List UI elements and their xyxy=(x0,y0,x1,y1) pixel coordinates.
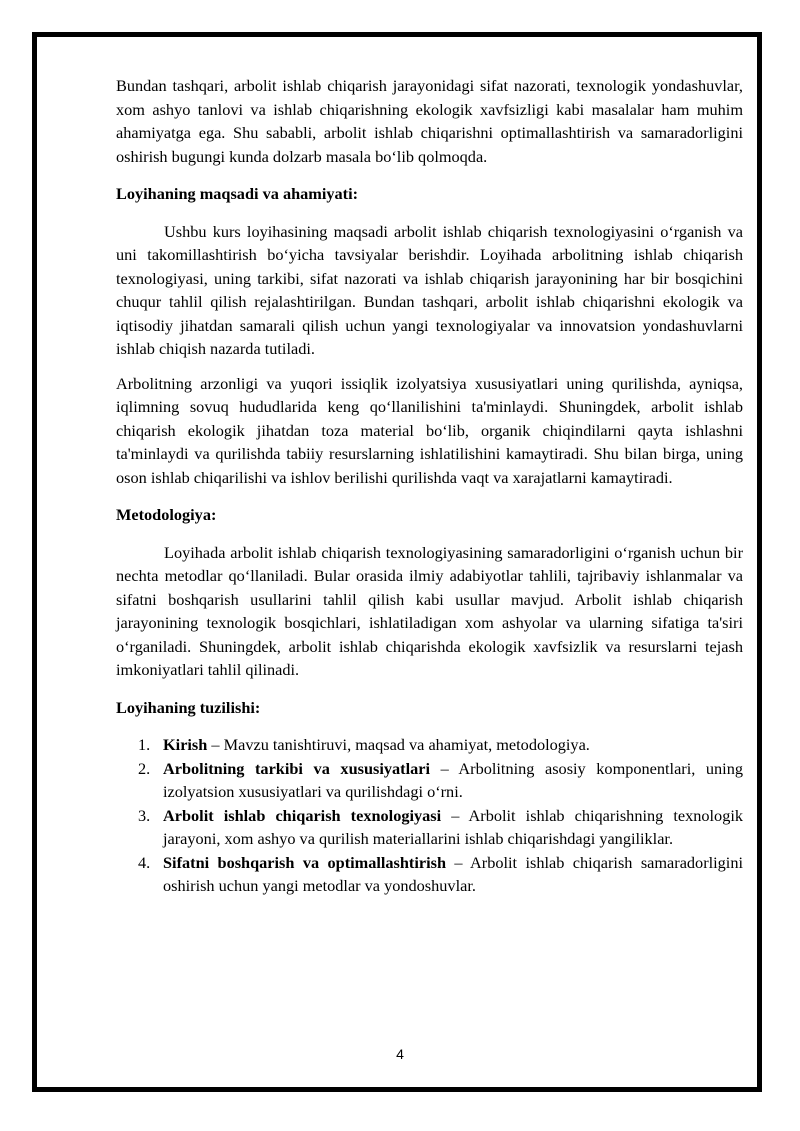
list-item-number: 1. xyxy=(138,735,151,754)
list-item-number: 4. xyxy=(138,852,151,872)
list-item-title: Arbolitning tarkibi va xususiyatlari xyxy=(163,758,430,778)
list-item xyxy=(116,804,743,851)
list-item-title: Sifatni boshqarish va optimallashtirish xyxy=(163,852,447,872)
goal-paragraph: Ushbu kurs loyihasining maqsadi arbolit ishlab chiqarish texnologiyasini o‘rganish va uni takomillashtirish bo‘yicha tavsiyalar berishdir. Loyihada arbolitning ishlab chiqarish texnologiyasi, uning tarkibi, sifat nazorati va ishlab chiqarish jarayonining har bir bosqichini chuqur tahlil qilish rejalashtirilgan. Bundan tashqari, arbolit ishlab chiqarishni ekologik va iqtisodiy jihatdan samarali qilish uchun yangi texnologiyalar va innovatsion yondashuvlarni ishlab chiqish nazarda tutiladi. xyxy=(116,221,743,358)
list-item xyxy=(116,851,743,898)
methodology-paragraph: Loyihada arbolit ishlab chiqarish texnologiyasining samaradorligini o‘rganish uchun bir nechta metodlar qo‘llaniladi. Bular orasida ilmiy adabiyotlar tahlili, tajribaviy ishlanmalar va sifatni boshqarish usullarini tahlil qilish kabi usullar mavjud. Arbolit ishlab chiqarish jarayonining texnologik bosqichlari, ishlatiladigan xom ashyolar va ularning sifatiga ta'siri o‘rganiladi. Shuningdek, arbolit ishlab chiqarishda ekologik xavfsizlik va resurslarni tejash imkoniyatlari tahlil qilinadi. xyxy=(116,542,743,679)
list-item xyxy=(116,757,743,804)
list-item-title: Kirish xyxy=(163,735,208,754)
intro-paragraph: Bundan tashqari, arbolit ishlab chiqarish jarayonidagi sifat nazorati, texnologik yondashuvlar, xom ashyo tanlovi va ishlab chiqarishning ekologik xavfsizligi kabi masalalar ham muhim ahamiyatga ega. Shu sababli, arbolit ishlab chiqarishni optimallashtirish va samaradorligini oshirish bugungi kunda dolzarb masala bo‘lib qolmoqda. xyxy=(116,76,743,166)
advantages-paragraph: Arbolitning arzonligi va yuqori issiqlik izolyatsiya xususiyatlari uning qurilishda, ayniqsa, iqlimning sovuq hududlarida keng qo‘llanilishini ta'minlaydi. Shuningdek, arbolit ishlab chiqarish ekologik jihatdan toza material bo‘lib, organik chiqindilarni qayta ishlashni ta'minlaydi va qurilishda tabiiy resurslarning ishlatilishini kamaytiradi. Shu bilan birga, uning oson ishlab chiqarilishi va ishlov berilishi qurilishda vaqt va xarajatlarni kamaytiradi. xyxy=(116,373,743,487)
list-item-number: 3. xyxy=(138,805,151,825)
structure-heading: Loyihaning tuzilishi: xyxy=(116,697,261,717)
document-body xyxy=(116,74,743,898)
structure-list xyxy=(116,733,743,898)
methodology-heading: Metodologiya: xyxy=(116,505,217,524)
list-item-description: – Arbolit ishlab chiqarishning texnologik jarayoni, xom ashyo va qurilish materiallarini ishlab chiqarishdagi yangiliklar. xyxy=(163,805,743,848)
list-item-description: – Arbolitning asosiy komponentlari, uning izolyatsion xususiyatlari va qurilishdagi o‘rni. xyxy=(163,758,743,801)
list-item-number: 2. xyxy=(138,758,151,778)
list-item-description: – Mavzu tanishtiruvi, maqsad va ahamiyat, metodologiya. xyxy=(207,735,590,754)
list-item xyxy=(116,733,743,757)
page-number: 4 xyxy=(396,1046,404,1062)
list-item-description: – Arbolit ishlab chiqarish samaradorligini oshirish uchun yangi metodlar va yondoshuvlar. xyxy=(163,852,743,895)
list-item-title: Arbolit ishlab chiqarish texnologiyasi xyxy=(163,805,442,825)
goal-heading: Loyihaning maqsadi va ahamiyati: xyxy=(116,184,359,203)
